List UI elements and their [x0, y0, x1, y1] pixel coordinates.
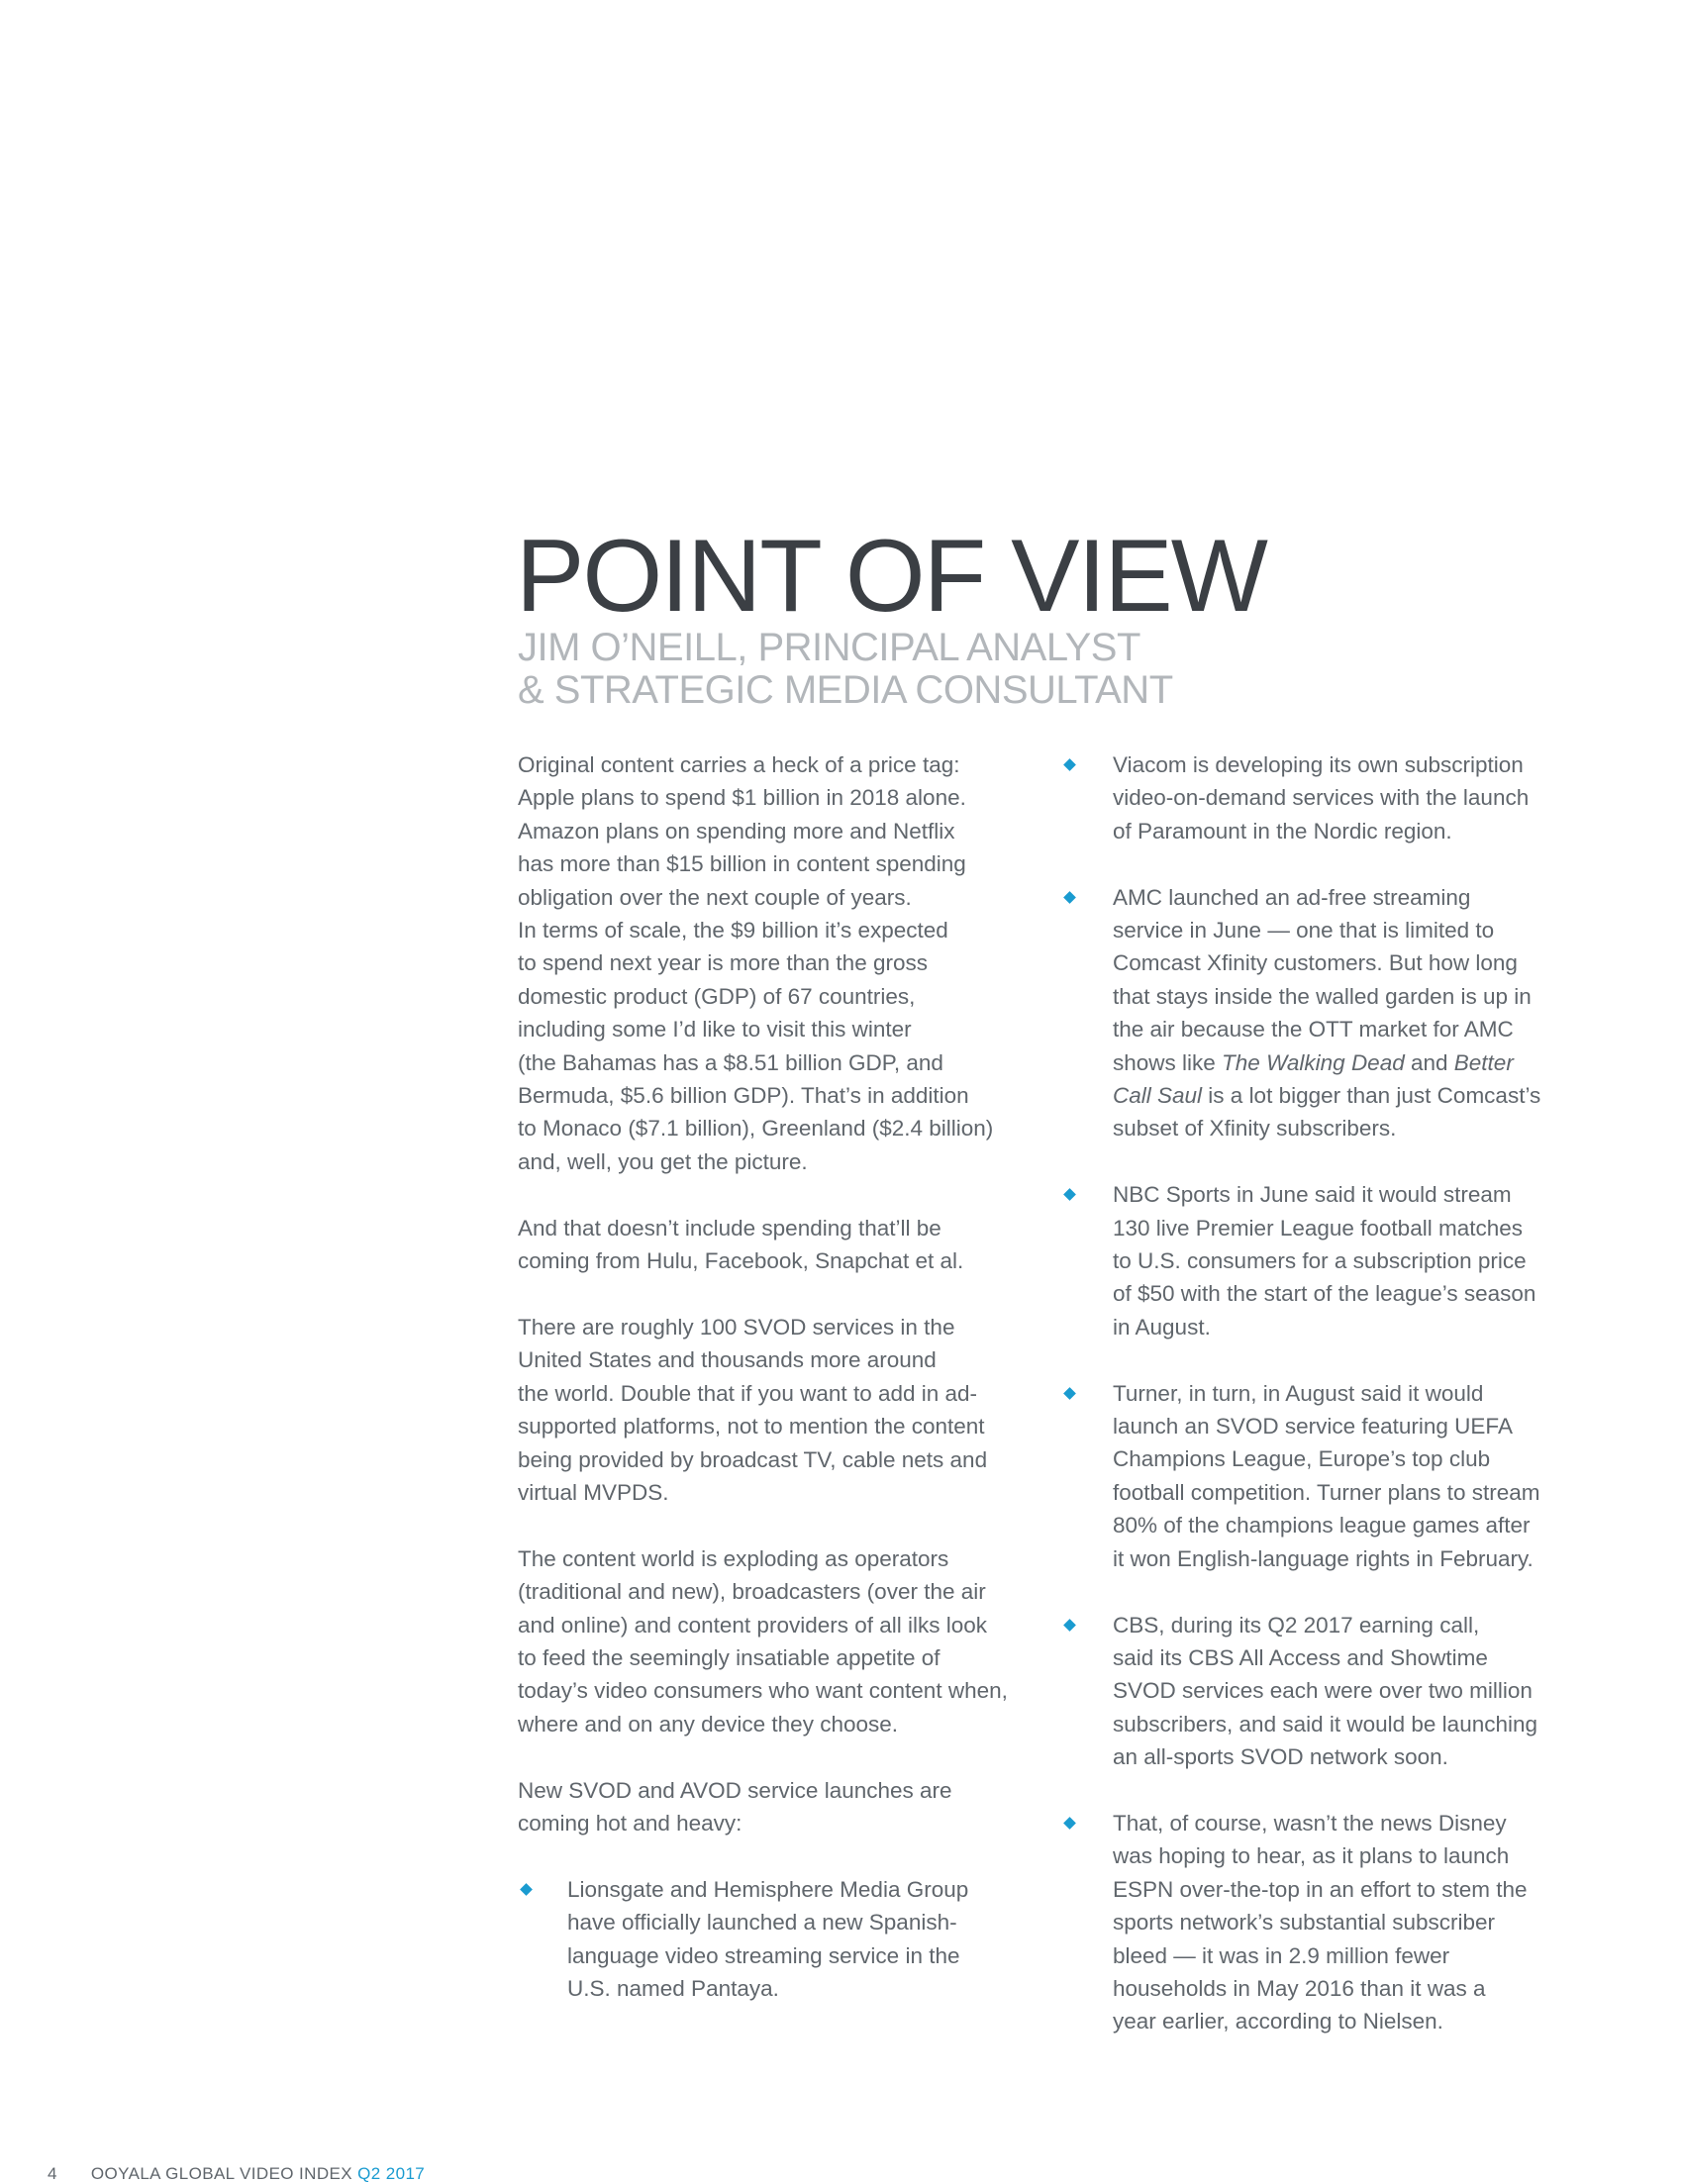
text-line: That, of course, wasn’t the news Disney — [1113, 1810, 1507, 1836]
byline-line: JIM O’NEILL, PRINCIPAL ANALYST — [518, 626, 1140, 669]
diamond-bullet-icon — [1063, 1817, 1076, 1830]
text-line: of Paramount in the Nordic region. — [1113, 818, 1452, 844]
text-line: and, well, you get the picture. — [518, 1148, 808, 1174]
text-line: (traditional and new), broadcasters (over the air — [518, 1579, 986, 1605]
text-line: Bermuda, $5.6 billion GDP). That’s in addition — [518, 1083, 969, 1109]
right-column — [1061, 748, 1616, 2071]
author-byline — [518, 627, 1270, 712]
text-line: of $50 with the start of the league’s season — [1113, 1281, 1536, 1307]
text-run: and — [1404, 1049, 1454, 1075]
text-line: football competition. Turner plans to stream — [1113, 1479, 1540, 1505]
text-line: Original content carries a heck of a price tag: — [518, 752, 960, 777]
text-line: The content world is exploding as operators — [518, 1545, 949, 1571]
text-line: and online) and content providers of all ilks look — [518, 1612, 988, 1638]
show-title-better-call-saul: Better — [1453, 1049, 1514, 1075]
diamond-bullet-icon — [1063, 1387, 1076, 1400]
text-run: is a lot bigger than just Comcast’s — [1202, 1083, 1541, 1109]
text-line: In terms of scale, the $9 billion it’s expected — [518, 918, 948, 943]
paragraph-content-world — [518, 1542, 1042, 1740]
text-line: in August. — [1113, 1314, 1211, 1340]
text-line: sports network’s substantial subscriber — [1113, 1910, 1496, 1936]
text-line: video-on-demand services with the launch — [1113, 785, 1530, 811]
diamond-bullet-icon — [1063, 1188, 1076, 1201]
bullet-item-lionsgate — [518, 1873, 1042, 2006]
text-line: Viacom is developing its own subscription — [1113, 752, 1524, 777]
bullet-item-viacom — [1061, 748, 1616, 847]
text-line — [1113, 1046, 1616, 1079]
diamond-bullet-icon — [520, 1883, 533, 1896]
page-footer — [48, 2164, 425, 2184]
paragraph-svod-count — [518, 1311, 1042, 1509]
text-line: CBS, during its Q2 2017 earning call, — [1113, 1612, 1480, 1638]
show-title-walking-dead: The Walking Dead — [1222, 1049, 1405, 1075]
bullet-item-disney — [1061, 1807, 1616, 2038]
text-line: year earlier, according to Nielsen. — [1113, 2009, 1443, 2035]
bullet-item-nbc — [1061, 1178, 1616, 1343]
bullet-item-turner — [1061, 1377, 1616, 1575]
text-line: being provided by broadcast TV, cable nets and — [518, 1446, 988, 1472]
text-line: including some I’d like to visit this winter — [518, 1017, 912, 1042]
byline-line: & STRATEGIC MEDIA CONSULTANT — [518, 668, 1173, 712]
page-number: 4 — [48, 2164, 57, 2183]
text-line: households in May 2016 than it was a — [1113, 1975, 1486, 2001]
text-line: Comcast Xfinity customers. But how long — [1113, 950, 1518, 976]
text-line: subset of Xfinity subscribers. — [1113, 1116, 1397, 1142]
text-line: to spend next year is more than the gross — [518, 950, 928, 976]
text-line: domestic product (GDP) of 67 countries, — [518, 983, 916, 1009]
text-line: (the Bahamas has a $8.51 billion GDP, and — [518, 1049, 943, 1075]
text-line: subscribers, and said it would be launching — [1113, 1711, 1538, 1737]
text-line: language video streaming service in the — [567, 1942, 960, 1968]
text-line: the air because the OTT market for AMC — [1113, 1017, 1514, 1042]
text-line: bleed — it was in 2.9 million fewer — [1113, 1942, 1450, 1968]
text-line — [1113, 1079, 1616, 1112]
diamond-bullet-icon — [1063, 891, 1076, 904]
text-line: where and on any device they choose. — [518, 1711, 899, 1737]
text-line: service in June — one that is limited to — [1113, 918, 1495, 943]
left-column — [518, 748, 1042, 2038]
text-line: an all-sports SVOD network soon. — [1113, 1744, 1448, 1770]
text-line: 130 live Premier League football matches — [1113, 1215, 1523, 1241]
text-line: supported platforms, not to mention the content — [518, 1414, 985, 1439]
paragraph-launches-intro — [518, 1774, 1042, 1840]
publication-name: OOYALA GLOBAL VIDEO INDEX — [90, 2164, 353, 2183]
text-line: today’s video consumers who want content when, — [518, 1678, 1008, 1704]
text-run: shows like — [1113, 1049, 1223, 1075]
text-line: launch an SVOD service featuring UEFA — [1113, 1414, 1513, 1439]
text-line: U.S. named Pantaya. — [567, 1975, 779, 2001]
text-line: There are roughly 100 SVOD services in the — [518, 1314, 955, 1340]
text-line: United States and thousands more around — [518, 1347, 937, 1373]
show-title-better-call-saul: Call Saul — [1113, 1083, 1203, 1109]
text-line: AMC launched an ad-free streaming — [1113, 884, 1471, 910]
page-title: POINT OF VIEW — [516, 519, 1266, 634]
text-line: coming hot and heavy: — [518, 1810, 742, 1836]
text-line: obligation over the next couple of years. — [518, 884, 912, 910]
bullet-item-amc — [1061, 881, 1616, 1145]
text-line: the world. Double that if you want to add in ad- — [518, 1380, 978, 1406]
text-line: Apple plans to spend $1 billion in 2018 alone. — [518, 785, 966, 811]
text-line: Champions League, Europe’s top club — [1113, 1446, 1491, 1472]
text-line: was hoping to hear, as it plans to launch — [1113, 1843, 1510, 1869]
text-line: 80% of the champions league games after — [1113, 1513, 1531, 1539]
text-line: New SVOD and AVOD service launches are — [518, 1777, 952, 1803]
text-line: NBC Sports in June said it would stream — [1113, 1182, 1512, 1208]
text-line: coming from Hulu, Facebook, Snapchat et al. — [518, 1248, 964, 1274]
text-line: virtual MVPDS. — [518, 1479, 669, 1505]
bullet-item-cbs — [1061, 1609, 1616, 1774]
text-line: that stays inside the walled garden is up in — [1113, 983, 1532, 1009]
paragraph-other-spenders — [518, 1212, 1042, 1278]
text-line: to Monaco ($7.1 billion), Greenland ($2.4 billion) — [518, 1116, 994, 1142]
text-line: have officially launched a new Spanish- — [567, 1910, 957, 1936]
text-line: And that doesn’t include spending that’ll be — [518, 1215, 941, 1241]
diamond-bullet-icon — [1063, 758, 1076, 771]
text-line: to U.S. consumers for a subscription price — [1113, 1248, 1527, 1274]
text-line: ESPN over-the-top in an effort to stem the — [1113, 1876, 1528, 1902]
text-line: it won English-language rights in February. — [1113, 1545, 1534, 1571]
text-line: to feed the seemingly insatiable appetite of — [518, 1644, 940, 1670]
text-line: Turner, in turn, in August said it would — [1113, 1380, 1484, 1406]
paragraph-content-costs — [518, 748, 1042, 1178]
text-line: said its CBS All Access and Showtime — [1113, 1644, 1488, 1670]
text-line: Amazon plans on spending more and Netflix — [518, 818, 955, 844]
publication-period: Q2 2017 — [357, 2164, 426, 2183]
text-line: SVOD services each were over two million — [1113, 1678, 1533, 1704]
text-line: has more than $15 billion in content spending — [518, 851, 966, 877]
diamond-bullet-icon — [1063, 1619, 1076, 1632]
text-line: Lionsgate and Hemisphere Media Group — [567, 1876, 969, 1902]
